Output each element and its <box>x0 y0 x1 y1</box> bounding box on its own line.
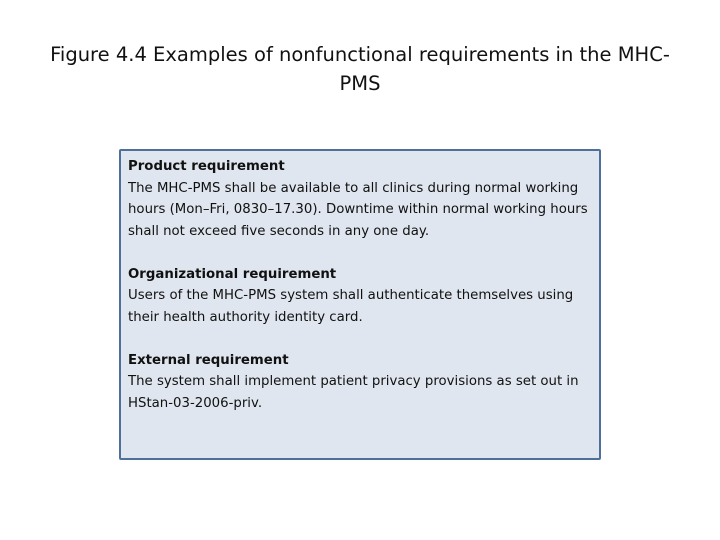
requirement-text: The system shall implement patient privacy provisions as set out in HStan-03-2006-priv. <box>128 374 579 411</box>
requirement-heading: External requirement <box>128 352 289 368</box>
requirement-text: The MHC-PMS shall be available to all clinics during normal working hours (Mon–Fri, 0830–17.30). Downtime within normal working hours shall not exceed five seconds in any one day. <box>128 180 588 239</box>
external-requirement <box>128 350 592 415</box>
requirement-text: Users of the MHC-PMS system shall authenticate themselves using their health authority identity card. <box>128 288 574 325</box>
product-requirement <box>128 156 592 242</box>
slide-title: Figure 4.4 Examples of nonfunctional requirements in the MHC-PMS <box>50 43 670 95</box>
requirement-heading: Organizational requirement <box>128 266 337 282</box>
requirements-box <box>119 149 601 460</box>
organizational-requirement <box>128 264 592 329</box>
requirement-heading: Product requirement <box>128 159 285 174</box>
